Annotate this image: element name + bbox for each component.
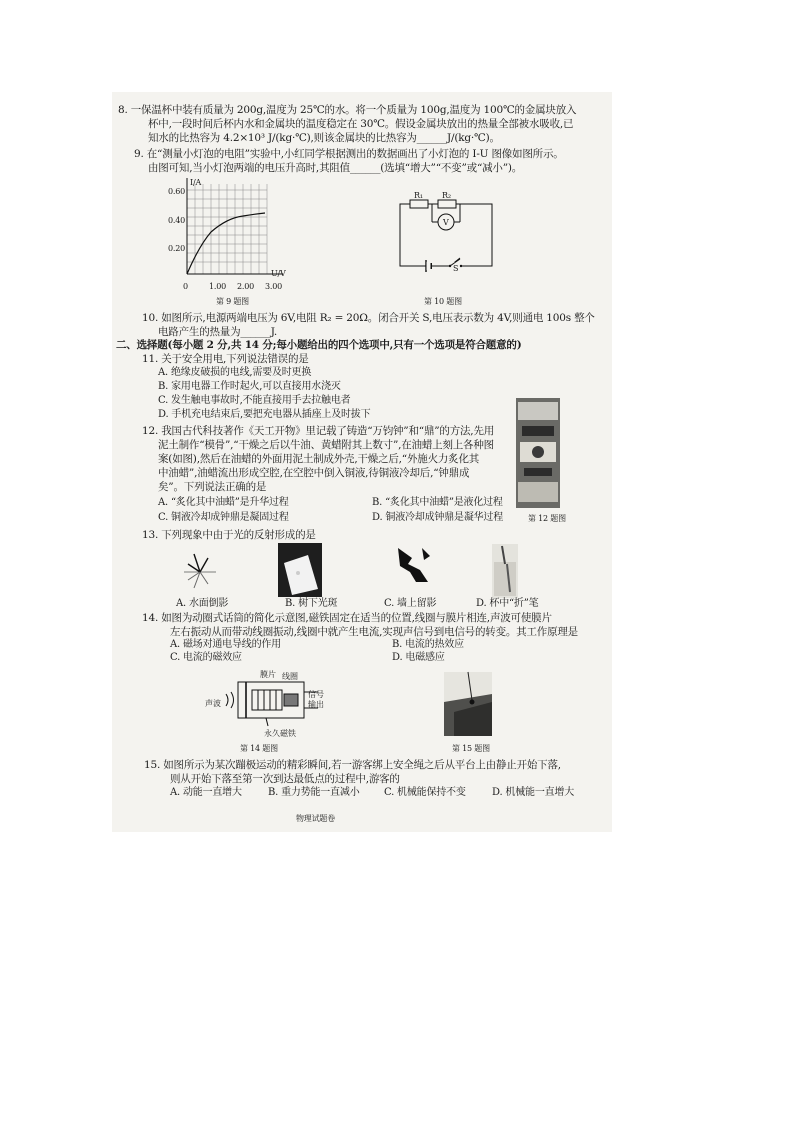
section2-title: 二、选择题(每小题 2 分,共 14 分;每小题给出的四个选项中,只有一个选项是符合题意的) [116, 339, 522, 351]
light-spots-picture [278, 543, 322, 597]
q14-option-c: C. 电流的磁效应 [170, 652, 242, 663]
sound-wave [226, 692, 234, 708]
q8-line1: 8. 一保温杯中装有质量为 200g,温度为 25℃的水。将一个质量为 100g,温度为 100℃的金属块放入 [118, 104, 577, 116]
xtick-3: 3.00 [265, 282, 283, 291]
q13-stem: 13. 下列现象中由于光的反射形成的是 [142, 529, 316, 541]
label-switch: S [453, 264, 459, 273]
q11-stem: 11. 关于安全用电,下列说法错误的是 [142, 353, 309, 365]
q12-option-a: A. “炙化其中油蜡”是升华过程 [158, 497, 289, 508]
bungee-photo [444, 672, 492, 736]
q10-line2: 电路产生的热量为______J. [158, 326, 278, 338]
q12-line5: 矣”。下列说法正确的是 [158, 481, 267, 493]
q11-option-b: B. 家用电器工作时起火,可以直接用水浇灭 [158, 381, 341, 392]
q14-option-b: B. 电流的热效应 [392, 639, 464, 650]
q12-line3: 案(如图),然后在油蜡的外面用泥土制成外壳,干燥之后,“外施火力炙化其 [158, 453, 480, 465]
q15-line1: 15. 如图所示为某次蹦极运动的精彩瞬间,若一游客绑上安全绳之后从平台上由静止开始下落, [144, 759, 561, 771]
q12-option-b: B. “炙化其中油蜡”是液化过程 [372, 497, 503, 508]
q10-line1: 10. 如图所示,电源两端电压为 6V,电阻 R₂ = 20Ω。闭合开关 S,电压表示数为 4V,则通电 100s 整个 [142, 312, 595, 324]
shadow-picture [394, 542, 440, 588]
fig12-caption: 第 12 题图 [528, 514, 566, 523]
q15-option-d: D. 机械能一直增大 [492, 787, 575, 798]
q12-line2: 泥土制作“模骨”,“干燥之后以牛油、黄蜡附其上数寸”,在油蜡上刻上各种图 [158, 439, 494, 451]
q13-option-c: C. 墙上留影 [384, 598, 437, 609]
xtick-0: 0 [183, 282, 188, 291]
fig9-caption: 第 9 题图 [216, 297, 249, 306]
q13-option-b: B. 树下光斑 [285, 598, 338, 609]
q11-option-c: C. 发生触电事故时,不能直接用手去拉触电者 [158, 395, 351, 406]
q14-option-d: D. 电磁感应 [392, 652, 445, 663]
q14-option-a: A. 磁场对通电导线的作用 [170, 639, 281, 650]
reflection-picture [180, 548, 220, 594]
q13-option-d: D. 杯中“折”笔 [476, 598, 539, 609]
q15-option-a: A. 动能一直增大 [170, 787, 242, 798]
fig15-caption: 第 15 题图 [452, 744, 490, 753]
q11-option-d: D. 手机充电结束后,要把充电器从插座上及时拔下 [158, 409, 371, 420]
q15-option-c: C. 机械能保持不变 [384, 787, 466, 798]
xtick-2: 2.00 [237, 282, 255, 291]
graph-xlabel: U/V [271, 269, 286, 278]
label-r2: R₂ [442, 191, 451, 200]
q8-line2: 杯中,一段时间后杯内水和金属块的温度稳定在 30℃。假设金属块放出的热量全部被水吸收,已 [148, 118, 574, 130]
label-voltmeter: V [443, 218, 449, 227]
q9-line1: 9. 在“测量小灯泡的电阻”实验中,小红同学根据测出的数据画出了小灯泡的 I-U 图像如图所示。 [134, 148, 564, 160]
iu-curve [187, 213, 265, 274]
label-magnet: 永久磁铁 [264, 729, 296, 738]
q8-line3: 知水的比热容为 4.2×10³ J/(kg·℃),则该金属块的比热容为______J/(kg·℃)。 [148, 132, 500, 144]
q15-option-b: B. 重力势能一直减小 [268, 787, 360, 798]
coil [252, 690, 282, 710]
ytick-020: 0.20 [168, 244, 186, 253]
fig14-caption: 第 14 题图 [240, 744, 278, 753]
label-coil: 线圈 [282, 672, 298, 681]
q14-line2: 左右振动从而带动线圈振动,线圈中就产生电流,实现声信号到电信号的转变。其工作原理是 [170, 626, 578, 638]
q12-line4: 中油蜡”,油蜡流出形成空腔,在空腔中倒入铜液,待铜液冷却后,“钟鼎成 [158, 467, 470, 479]
q15-line2: 则从开始下落至第一次到达最低点的过程中,游客的 [170, 773, 400, 785]
graph-grid [187, 184, 267, 274]
q9-line2: 由图可知,当小灯泡两端的电压升高时,其阻值______(选填“增大”“不变”或“减小”)。 [148, 162, 523, 174]
page-footer: 物理试题卷 [296, 814, 335, 823]
label-r1: R₁ [414, 191, 423, 200]
magnet [284, 694, 298, 706]
q14-line1: 14. 如图为动圈式话筒的简化示意图,磁铁固定在适当的位置,线圈与膜片相连,声波可使膜片 [142, 612, 552, 624]
label-membrane: 膜片 [260, 670, 276, 679]
q12-option-c: C. 铜液冷却成钟鼎是凝固过程 [158, 512, 289, 523]
q12-option-d: D. 铜液冷却成钟鼎是凝华过程 [372, 512, 504, 523]
graph-ylabel: I/A [190, 178, 202, 187]
q13-option-a: A. 水面倒影 [176, 598, 229, 609]
ytick-040: 0.40 [168, 216, 186, 225]
fig10-caption: 第 10 题图 [424, 297, 462, 306]
ytick-060: 0.60 [168, 187, 186, 196]
label-sound-wave: 声波 [205, 699, 221, 708]
xtick-1: 1.00 [209, 282, 227, 291]
bent-pencil-picture [490, 542, 520, 598]
label-signal-output: 信号输出 [308, 690, 324, 709]
q11-option-a: A. 绝缘皮破损的电线,需要及时更换 [158, 367, 312, 378]
q12-line1: 12. 我国古代科技著作《天工开物》里记载了铸造“万钧钟”和“鼎”的方法,先用 [142, 425, 495, 437]
mold-photo [516, 398, 560, 508]
